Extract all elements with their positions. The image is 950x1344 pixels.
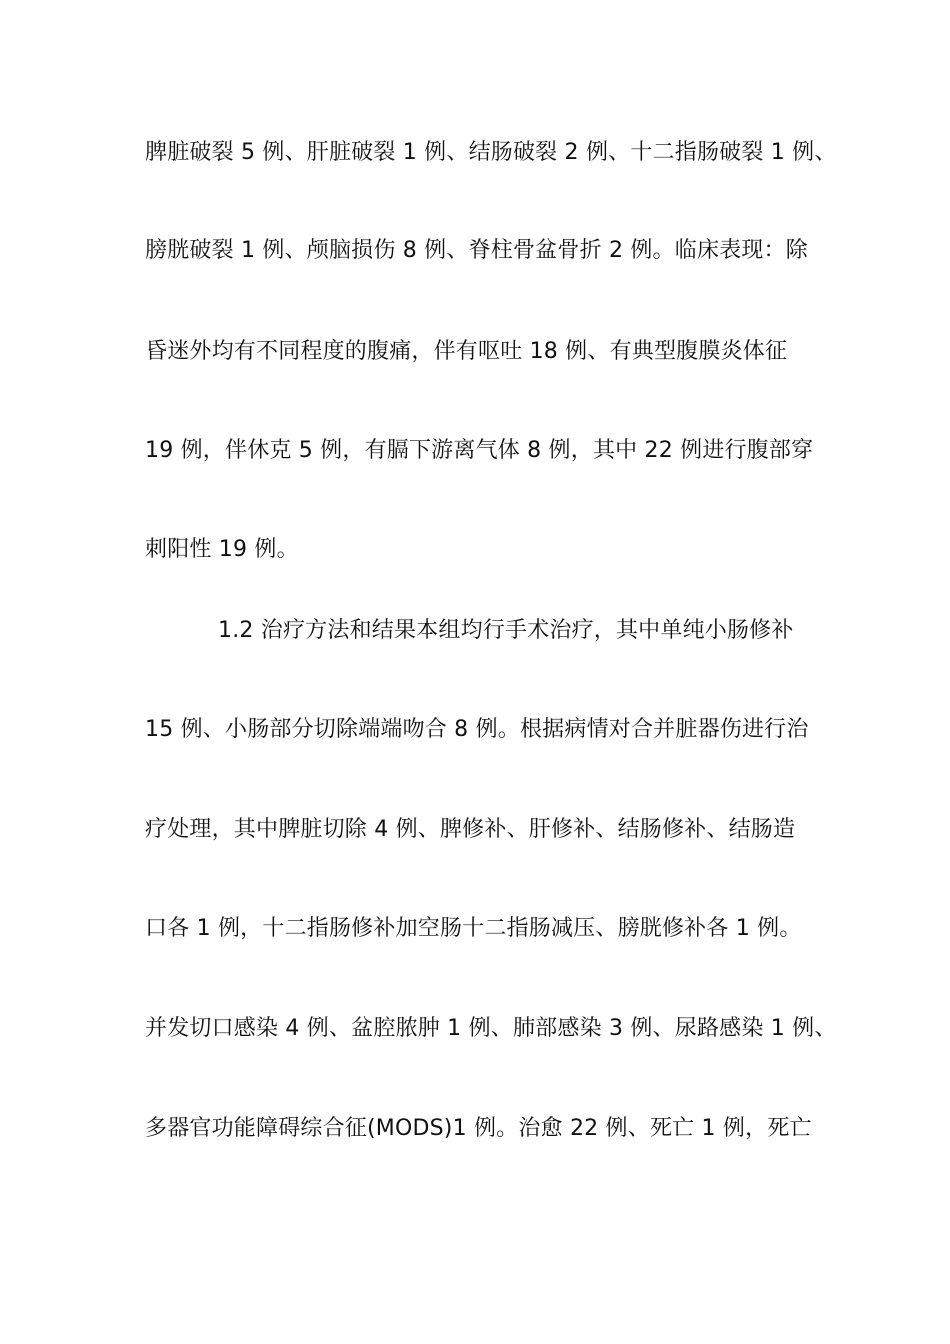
text-line-10: 并发切口感染 4 例、盆腔脓肿 1 例、肺部感染 3 例、尿路感染 1 例、: [145, 1016, 837, 1041]
text-line-8: 疗处理，其中脾脏切除 4 例、脾修补、肝修补、结肠修补、结肠造: [145, 817, 796, 842]
text-line-5: 刺阳性 19 例。: [145, 537, 299, 562]
text-line-3: 昏迷外均有不同程度的腹痛，伴有呕吐 18 例、有典型腹膜炎体征: [145, 339, 788, 364]
text-line-9: 口各 1 例，十二指肠修补加空肠十二指肠减压、膀胱修补各 1 例。: [145, 916, 802, 941]
text-line-7: 15 例、小肠部分切除端端吻合 8 例。根据病情对合并脏器伤进行治: [145, 717, 809, 742]
text-line-11: 多器官功能障碍综合征(MODS)1 例。治愈 22 例、死亡 1 例，死亡: [145, 1116, 812, 1141]
section-heading-line: 1.2 治疗方法和结果本组均行手术治疗，其中单纯小肠修补: [218, 618, 794, 643]
text-line-2: 膀胱破裂 1 例、颅脑损伤 8 例、脊柱骨盆骨折 2 例。临床表现：除: [145, 238, 808, 263]
text-line-1: 脾脏破裂 5 例、肝脏破裂 1 例、结肠破裂 2 例、十二指肠破裂 1 例、: [145, 140, 837, 165]
text-line-4: 19 例，伴休克 5 例，有膈下游离气体 8 例，其中 22 例进行腹部穿: [145, 438, 814, 463]
